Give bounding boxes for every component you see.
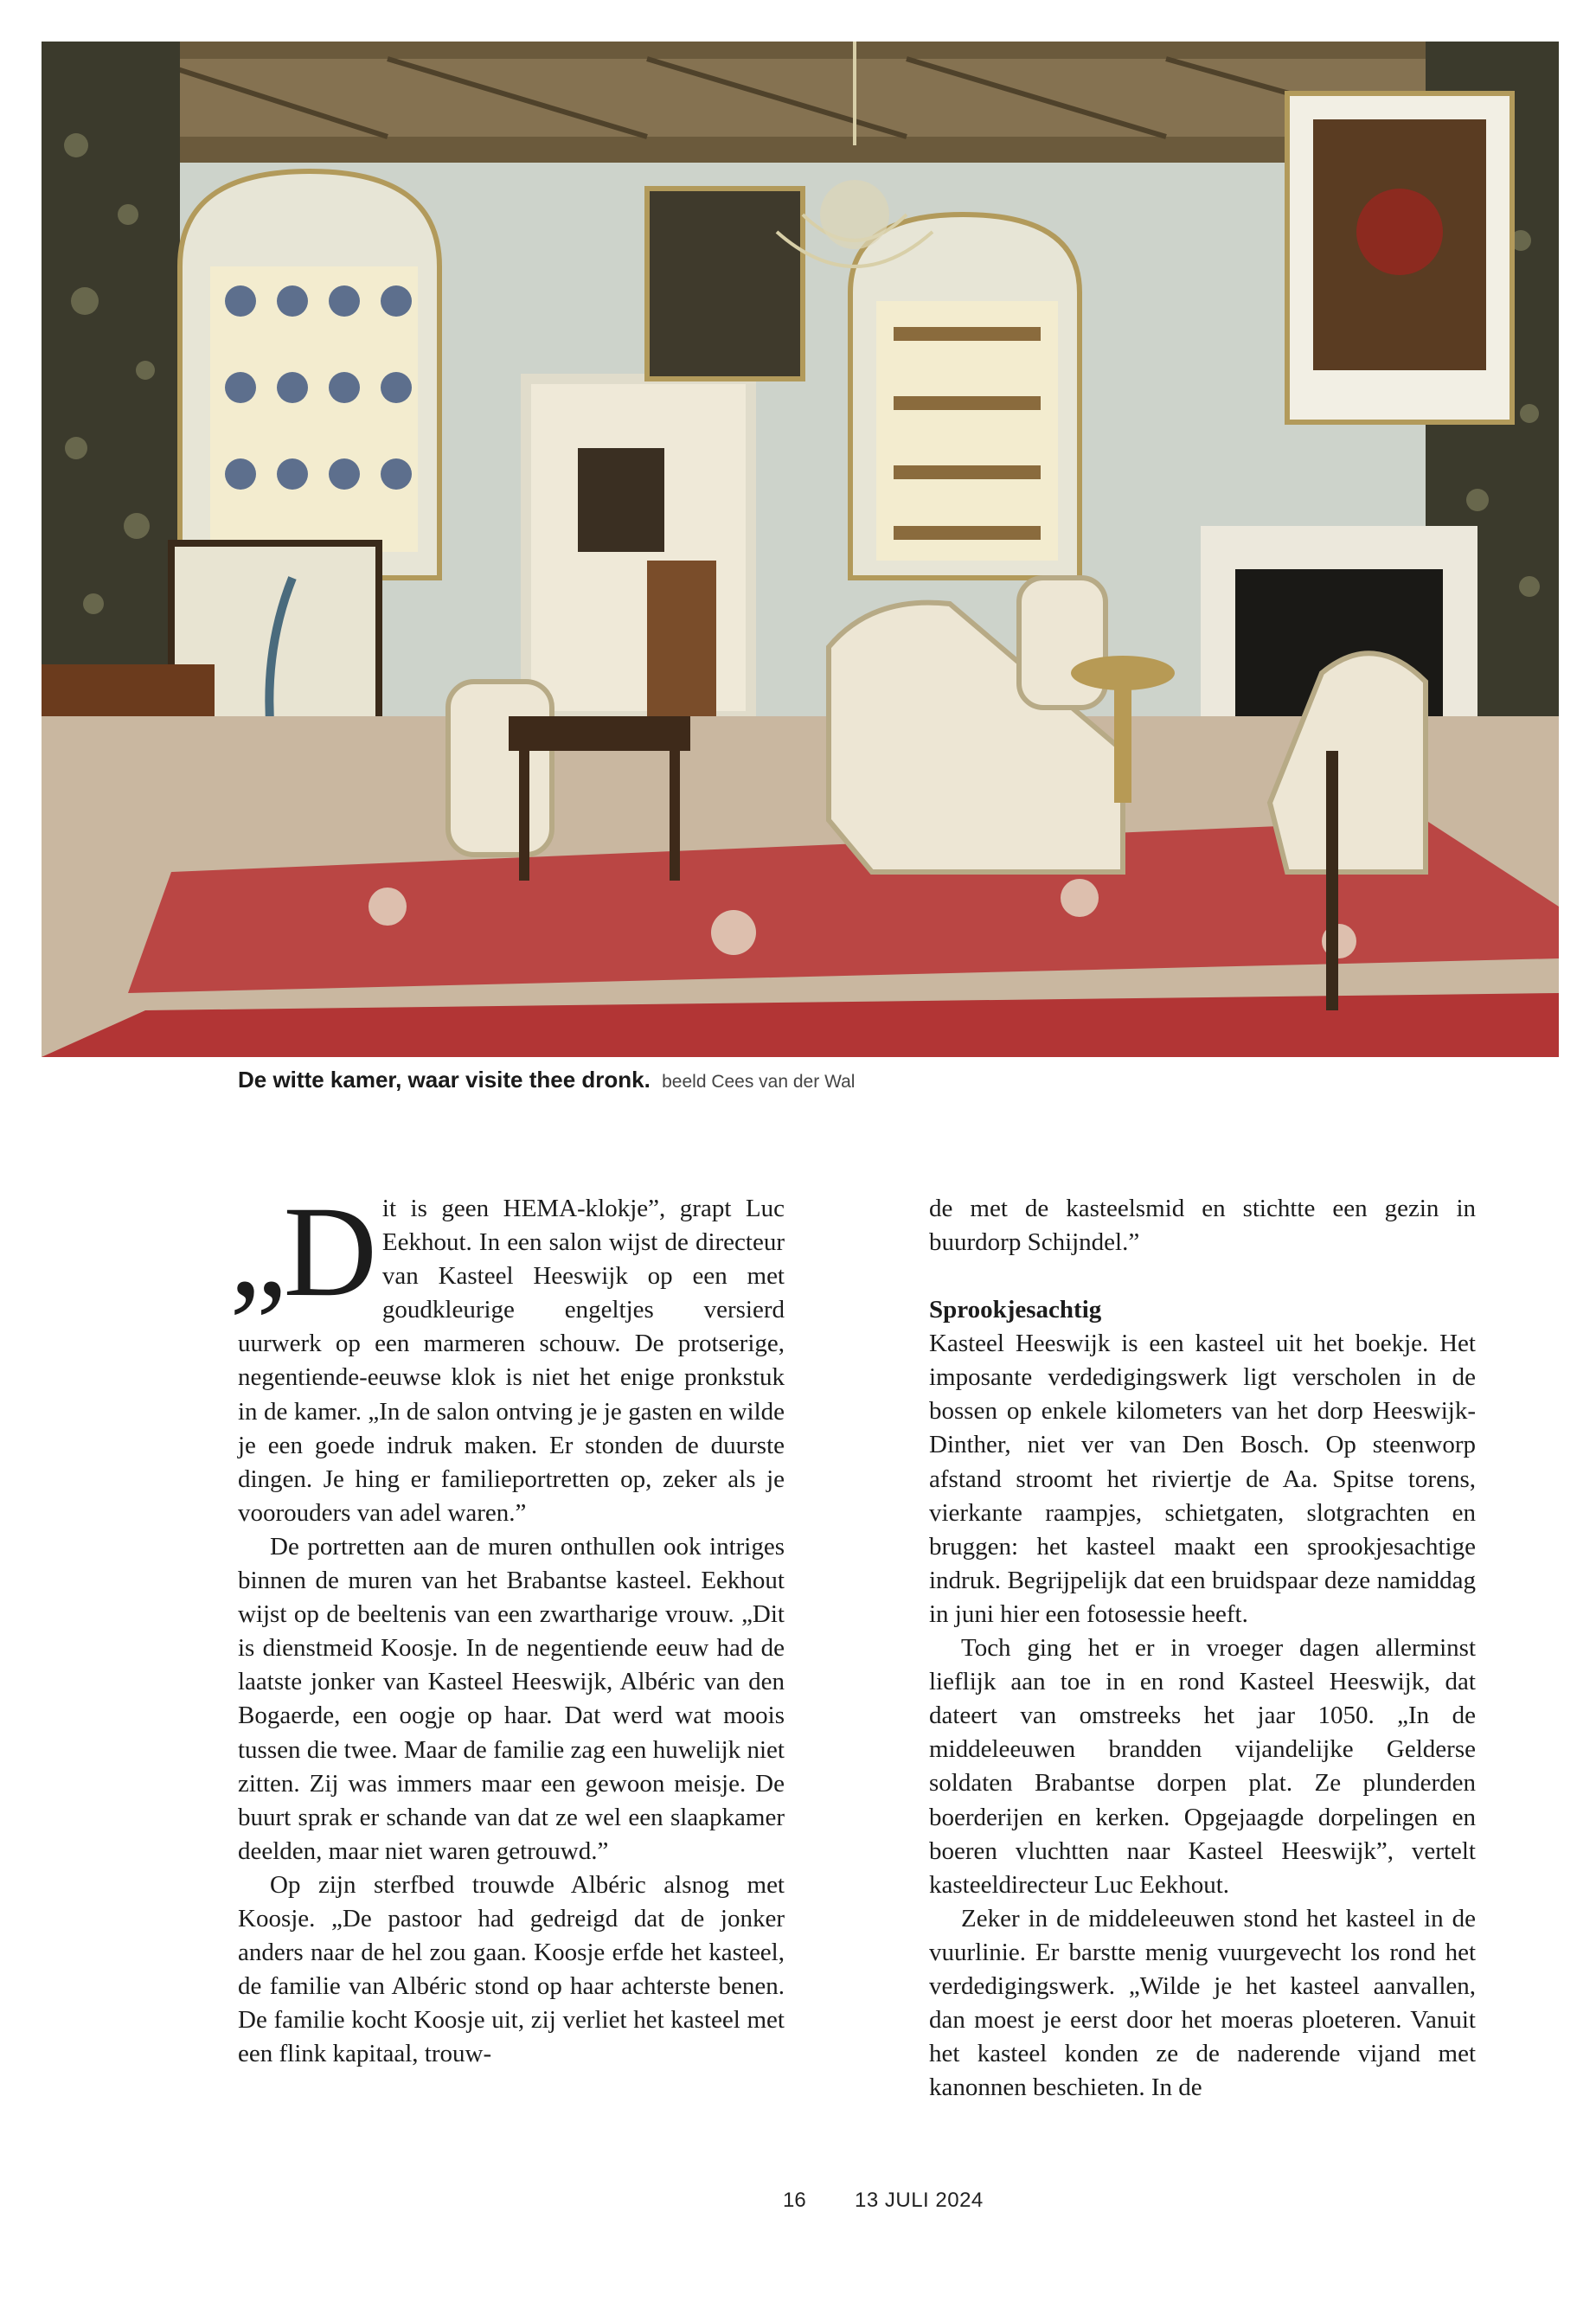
article-paragraph-3: Op zijn sterfbed trouwde Albéric alsnog met Koosje. „De pastoor had gedreigd dat de jonker anders naar de hel zou gaan. Koosje erfde het kasteel, de familie van Albéric stond op haar achterste benen. De familie kocht Koosje uit, zij verliet het kasteel met een flink kapitaal, trouw- [238,1870,785,2068]
paragraph-text: it is geen HEMA-klokje”, grapt Luc Eekhout. In een salon wijst de directeur van Kasteel Heeswijk op een met goudkleurige engeltjes versierd uurwerk op een marmeren schouw. De protserige, negentiende-eeuwse klok is niet het enige pronkstuk in de kamer. „In de salon ontving je je gasten en wilde je een goede indruk maken. Er stonden de duurste dingen. Je hing er familieportretten op, zeker als je voorouders van adel waren.” [238,1195,785,1527]
issue-date: 13 JULI 2024 [855,2189,984,2212]
page-number: 16 [783,2189,806,2212]
room-illustration [42,42,1559,1057]
article-photo [42,42,1559,1057]
article-column-left [229,1180,785,2071]
caption-text: De witte kamer, waar visite thee dronk. [238,1067,651,1093]
article-paragraph-continued: de met de kasteelsmid en stichtte een gezin in buurdorp Schijndel.” [929,1195,1476,1257]
article-paragraph-2: De portretten aan de muren onthullen ook intriges binnen de muren van het Brabantse kasteel. Eekhout wijst op de beeltenis van een zwartharige vrouw. „Dit is dienstmeid Koosje. In de negentiende eeuw had de laatste jonker van Kasteel Heeswijk, Albéric van den Bogaerde, een oogje op haar. Dat werd wat moois tussen die twee. Maar de familie zag een huwelijk niet zitten. Zij was immers maar een gewoon meisje. De buurt sprak er schande van dat ze wel een slaapkamer deelden, maar niet waren getrouwd.” [238,1532,785,1865]
drop-cap: „D [229,1180,374,1324]
article-paragraph-5: Toch ging het er in vroeger dagen allerminst lieflijk aan toe in en rond Kasteel Heeswijk, dat dateert van omstreeks het jaar 1050. „In de middeleeuwen brandden vijandelijke Gelderse soldaten Brabantse dorpen plat. Ze plunderden boerderijen en kerken. Opgejaagde dorpelingen en boeren vluchtten naar Kasteel Heeswijk”, vertelt kasteeldirecteur Luc Eekhout. [929,1634,1476,1899]
photo-caption [238,1062,1449,1099]
article-paragraph-4: Kasteel Heeswijk is een kasteel uit het boekje. Het imposante verdedigingswerk ligt verscholen in de bossen op enkele kilometers van het dorp Heeswijk-Dinther, niet ver van Den Bosch. Op steenworp afstand stroomt het riviertje de Aa. Spitse torens, vierkante raampjes, schietgaten, slotgrachten en bruggen: het kasteel maakt een sprookjesachtige indruk. Begrijpelijk dat een bruidspaar deze namiddag in juni hier een fotosessie heeft. [929,1330,1476,1628]
article-paragraph-6: Zeker in de middeleeuwen stond het kasteel in de vuurlinie. Er barstte menig vuurgevecht los rond het verdedigingswerk. „Wilde je het kasteel aanvallen, dan moest je eerst door het moeras ploeteren. Vanuit het kasteel konden ze de naderende vijand met kanonnen beschieten. In de [929,1904,1476,2102]
article-subheading: Sprookjesachtig [929,1296,1102,1324]
article-column-right [929,1192,1476,2105]
article-paragraph-1 [229,1180,785,1530]
photo-credit: beeld Cees van der Wal [662,1072,856,1092]
